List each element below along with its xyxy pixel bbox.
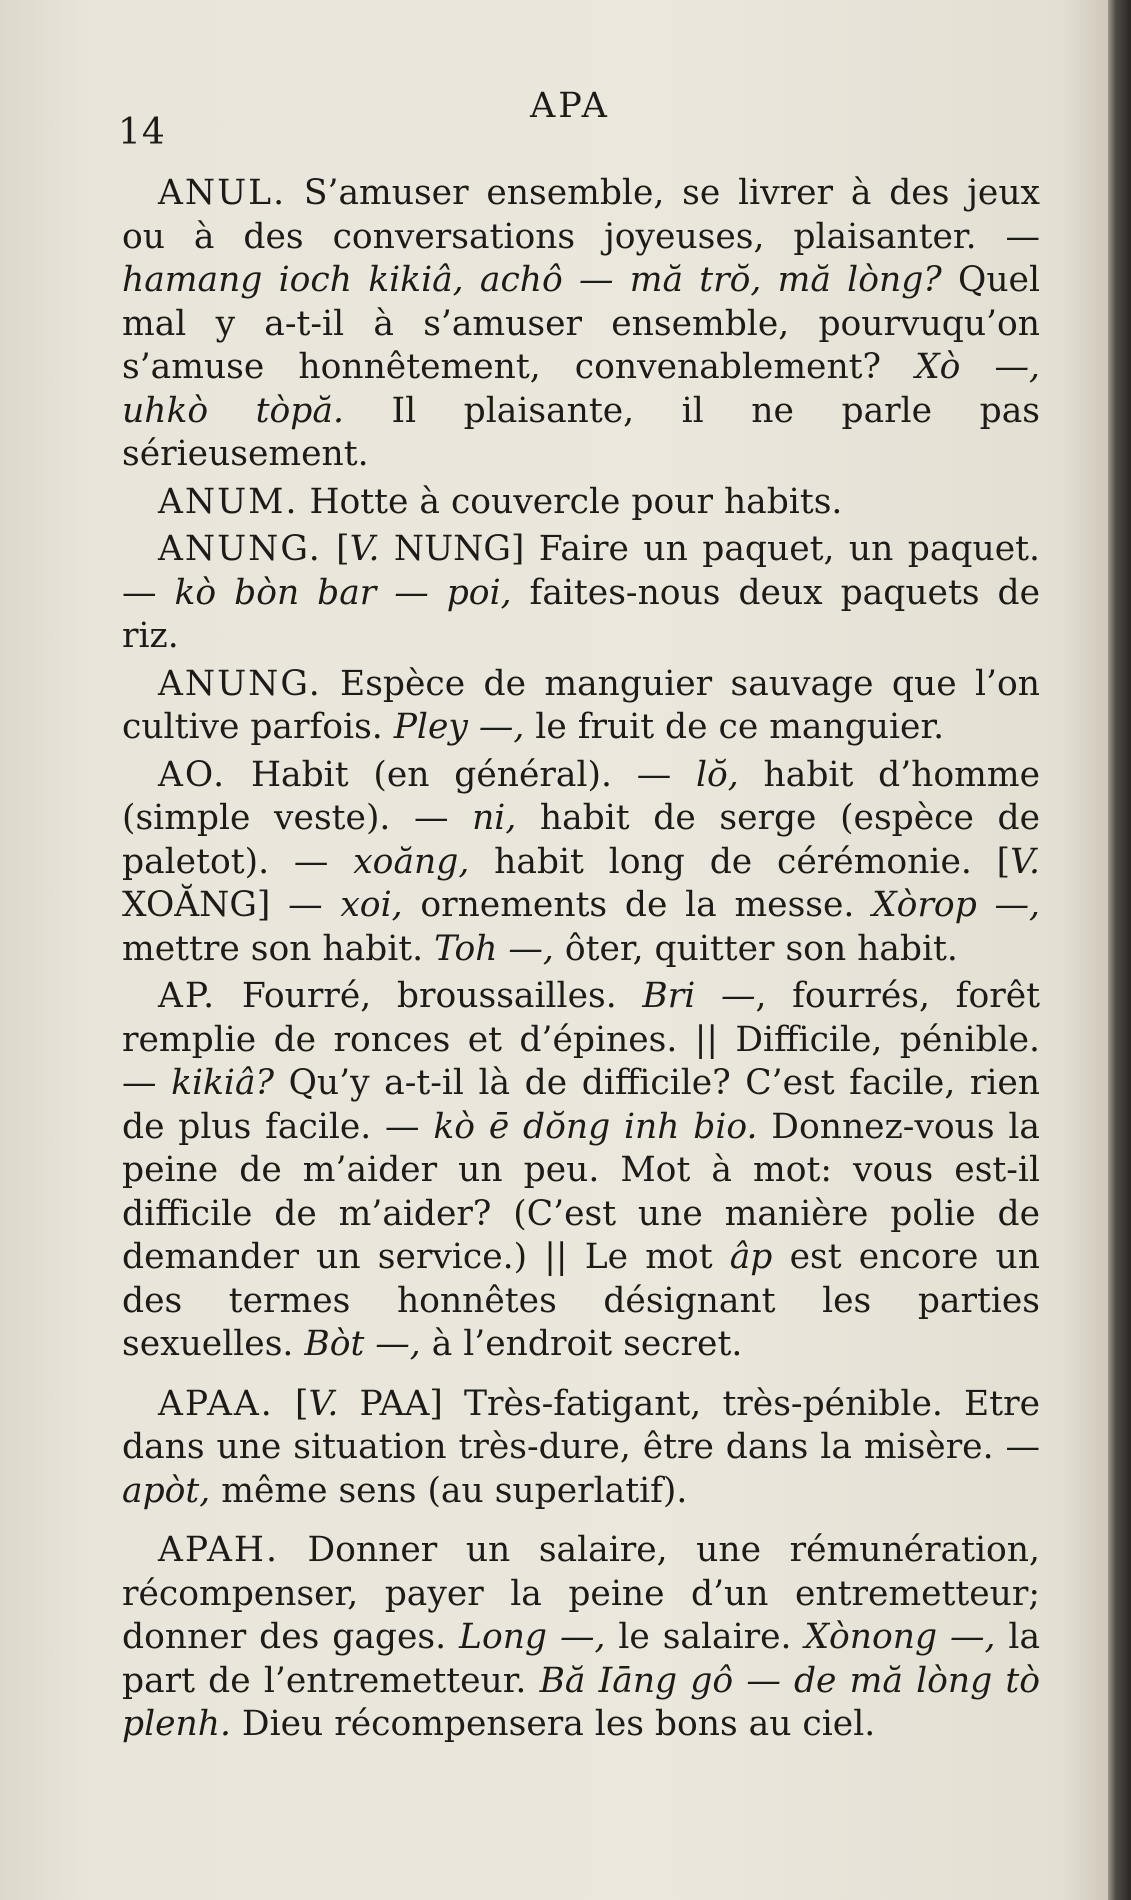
- entry-text: habit d’homme (simple veste). —: [122, 754, 1040, 838]
- dictionary-entry: [122, 172, 1040, 477]
- entry-text: Qu’y a-t-il là de difficile? C’est facile, rien de plus facile. —: [122, 1063, 1041, 1147]
- entry-text: Hotte à couvercle pour habits.: [298, 481, 843, 522]
- entry-text: Donnez-vous la peine de m’aider un peu. Mot à mot: vous est-il difficile de m’aider? (C’est une manière polie de demander un service.) || Le mot: [122, 1106, 1040, 1277]
- entry-headword: ANUM.: [158, 481, 299, 522]
- entry-example-italic: xoăng,: [353, 841, 470, 882]
- entry-example-italic: Bă Iāng gô — de mă lòng tò plenh.: [122, 1660, 1040, 1744]
- entry-example-italic: V.: [1010, 841, 1040, 882]
- entry-example-italic: Bòt —,: [304, 1324, 421, 1364]
- entry-example-italic: V.: [308, 1383, 339, 1424]
- dictionary-entry: [122, 975, 1040, 1367]
- entry-headword: AO.: [158, 754, 227, 795]
- entry-text: habit long de cérémonie. [: [469, 841, 1011, 882]
- entry-headword: ANUNG.: [158, 663, 322, 704]
- entry-text: faites-nous deux paquets de riz.: [122, 572, 1041, 656]
- entry-text: est encore un des termes honnêtes désignant les parties sexuelles.: [122, 1237, 1040, 1364]
- entry-example-italic: ni,: [472, 798, 517, 838]
- entry-text: mettre son habit.: [122, 928, 435, 969]
- entry-headword: ANUL.: [158, 173, 287, 213]
- entry-text: à l’endroit secret.: [420, 1324, 743, 1364]
- entry-example-italic: Xònong —,: [804, 1617, 996, 1657]
- entry-text: Quel mal y a-t-il à s’amuser ensemble, pourvuqu’on s’amuse honnêtement, convenablement?: [122, 260, 1041, 387]
- entry-example-italic: Toh —,: [434, 928, 554, 969]
- entry-example-italic: apòt,: [122, 1470, 211, 1511]
- entry-example-italic: lŏ,: [695, 754, 739, 795]
- dictionary-entry: [122, 1529, 1040, 1747]
- entry-headword: AP.: [158, 976, 217, 1016]
- entry-text: S’amuser ensemble, se livrer à des jeux ou à des conversations joyeuses, plaisanter. —: [122, 173, 1040, 257]
- entry-example-italic: Bri —: [642, 976, 756, 1016]
- entry-text: Il plaisante, il ne parle pas sérieusement.: [122, 390, 1040, 474]
- entry-text: le salaire.: [605, 1617, 805, 1657]
- dictionary-entry: [122, 754, 1040, 972]
- entry-example-italic: âp: [729, 1237, 773, 1277]
- entry-headword: ANUNG.: [158, 529, 322, 569]
- book-gutter-shadow: [1108, 0, 1131, 1900]
- entry-text: Espèce de manguier sauvage que l’on cultive parfois.: [122, 663, 1040, 747]
- entry-text: Fourré, broussailles.: [216, 976, 643, 1016]
- entry-example-italic: kò ē dŏng inh bio.: [433, 1106, 758, 1147]
- dictionary-entry: [122, 1383, 1040, 1514]
- entry-text: [: [321, 529, 350, 569]
- entry-text: la part de l’entremetteur.: [122, 1617, 1041, 1701]
- entry-text: Donner un salaire, une rémunération, récompenser, payer la peine d’un entremetteur; donner des gages.: [122, 1530, 1040, 1657]
- entry-example-italic: hamang ioch kikiâ, achô — mă trŏ, mă lòng?: [122, 260, 942, 300]
- dictionary-entry: [122, 481, 1040, 525]
- entry-text: ornements de la messe.: [402, 885, 873, 925]
- entry-headword: APAA.: [158, 1383, 274, 1424]
- entry-text: habit de serge (espèce de paletot). —: [122, 798, 1040, 882]
- entry-example-italic: kò bòn bar — poi,: [174, 572, 512, 613]
- page-number: 14: [118, 112, 166, 153]
- entry-example-italic: Xòrop —,: [872, 885, 1040, 925]
- dictionary-entries: [122, 172, 1040, 1751]
- entry-example-italic: Long —,: [459, 1617, 606, 1657]
- entry-example-italic: V.: [349, 529, 380, 569]
- entry-example-italic: Pley —,: [393, 707, 525, 747]
- entry-example-italic: xoi,: [340, 885, 403, 925]
- entry-text: Dieu récompensera les bons au ciel.: [230, 1704, 876, 1744]
- running-head: APA: [530, 86, 610, 126]
- entry-text: le fruit de ce manguier.: [524, 707, 945, 747]
- entry-text: PAA] Très-fatigant, très-pénible. Etre dans une situation très-dure, être dans la misère. —: [122, 1383, 1040, 1467]
- dictionary-entry: [122, 663, 1040, 750]
- entry-text: même sens (au superlatif).: [210, 1470, 688, 1511]
- entry-text: NUNG] Faire un paquet, un paquet. —: [122, 529, 1040, 613]
- entry-text: Habit (en général). —: [226, 754, 696, 795]
- entry-text: [: [273, 1383, 309, 1424]
- entry-text: , fourrés, forêt remplie de ronces et d’épines. || Difficile, pénible. —: [122, 976, 1040, 1103]
- dictionary-entry: [122, 528, 1040, 659]
- entry-text: ôter, quitter son habit.: [553, 928, 958, 969]
- entry-example-italic: kikiâ?: [171, 1063, 275, 1103]
- entry-text: XOĂNG] —: [122, 885, 341, 925]
- entry-headword: APAH.: [158, 1530, 279, 1570]
- entry-example-italic: Xò —, uhkò tòpă.: [122, 347, 1041, 431]
